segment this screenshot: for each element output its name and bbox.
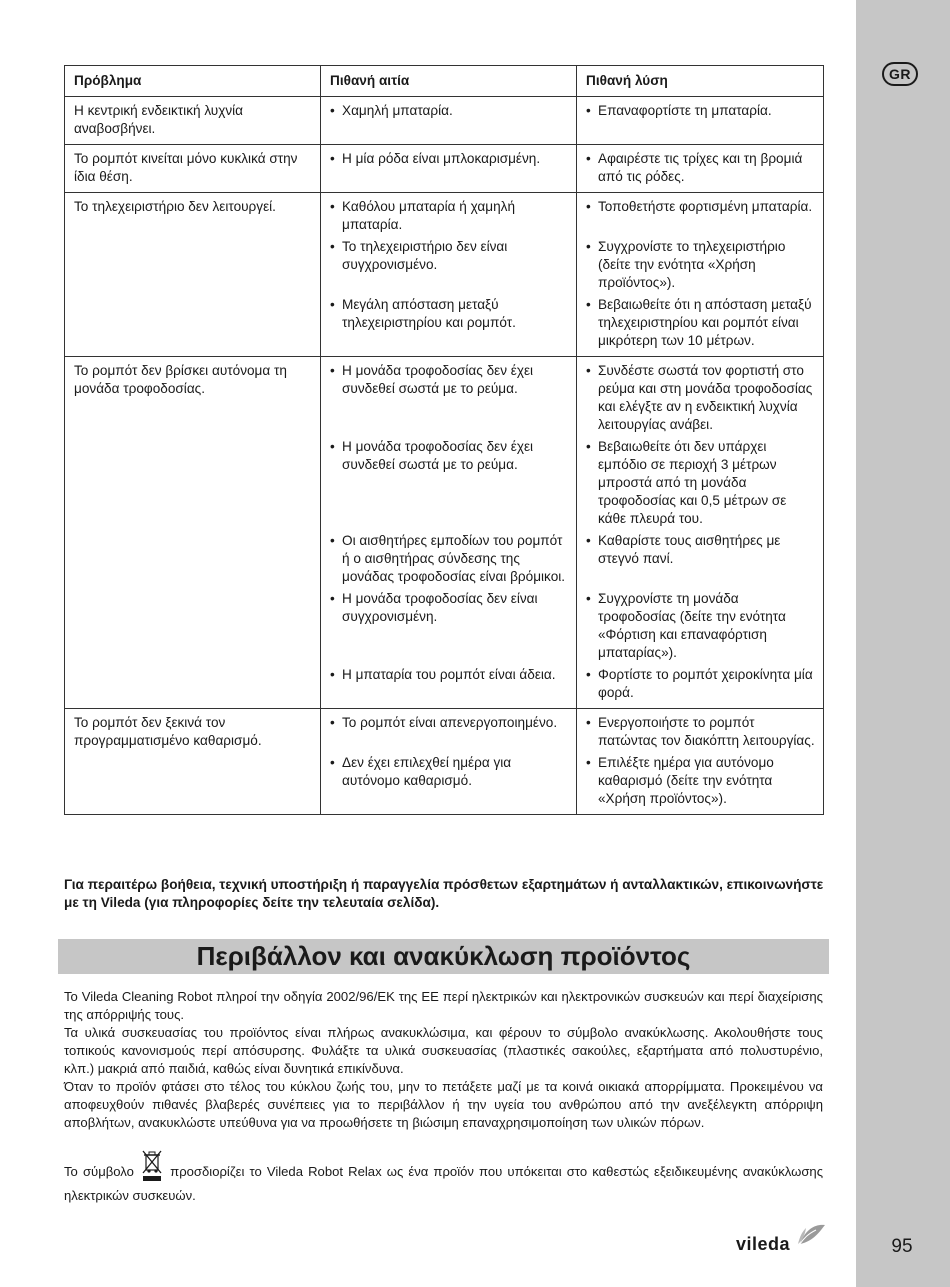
cause-cell	[321, 357, 577, 709]
solution-item: • Συγχρονίστε τη μονάδα τροφοδοσίας (δείτε την ενότητα «Φόρτιση και επαναφόρτιση μπαταρίας»).	[586, 590, 815, 662]
solution-item: • Ενεργοποιήστε το ρομπότ πατώντας τον διακόπτη λειτουργίας.	[586, 714, 815, 750]
cause-cell	[321, 145, 577, 193]
solution-cell	[577, 357, 824, 709]
environment-text	[64, 988, 823, 1132]
solution-item: • Επιλέξτε ημέρα για αυτόνομο καθαρισμό (δείτε την ενότητα «Χρήση προϊόντος»).	[586, 754, 815, 808]
cause-item: • Η μονάδα τροφοδοσίας δεν είναι συγχρονισμένη.	[330, 590, 568, 662]
solution-item: • Αφαιρέστε τις τρίχες και τη βρομιά από τις ρόδες.	[586, 150, 815, 186]
column-header-solution: Πιθανή λύση	[577, 66, 824, 97]
solution-item: • Καθαρίστε τους αισθητήρες με στεγνό πανί.	[586, 532, 815, 586]
paragraph-end-of-life: Όταν το προϊόν φτάσει στο τέλος του κύκλου ζωής του, μην το πετάξετε μαζί με τα κοινά οικιακά απορρίμματα. Προκειμένου να αποφευχθούν πιθανές βλαβερές συνέπειες για το περιβάλλον ή την υγεία του ανθρώπου από την ανεξέλεγκτη απόρριψη αποβλήτων, ανακυκλώστε υπεύθυνα για να προωθήσετε τη βιώσιμη επαναχρησιμοποίηση των υλικών πόρων.	[64, 1079, 823, 1130]
problem-cell: Το ρομπότ δεν βρίσκει αυτόνομα τη μονάδα τροφοδοσίας.	[65, 357, 321, 709]
cause-item: • Η μία ρόδα είναι μπλοκαρισμένη.	[330, 150, 568, 186]
vileda-logo-text: vileda	[736, 1234, 791, 1254]
solution-cell	[577, 193, 824, 357]
troubleshooting-table	[64, 65, 824, 815]
table-row	[65, 97, 824, 145]
solution-item: • Τοποθετήστε φορτισμένη μπαταρία.	[586, 198, 815, 234]
cause-cell	[321, 709, 577, 815]
solution-cell	[577, 709, 824, 815]
table-row	[65, 145, 824, 193]
solution-cell	[577, 145, 824, 193]
cause-cell	[321, 193, 577, 357]
paragraph-packaging: Τα υλικά συσκευασίας του προϊόντος είναι πλήρως ανακυκλώσιμα, και φέρουν το σύμβολο ανακύκλωσης. Ακολουθήστε τους τοπικούς κανονισμούς περί απόσυρσης. Φυλάξτε τα υλικά συσκευασίας (πλαστικές σακούλες, εξαρτήματα από πολυστυρένιο, κλπ.) μακριά από παιδιά, καθώς είναι δυνητικά επικίνδυνα.	[64, 1025, 823, 1076]
paragraph-directive: Το Vileda Cleaning Robot πληροί την οδηγία 2002/96/ΕΚ της ΕΕ περί ηλεκτρικών και ηλεκτρονικών συσκευών και περί διαχείρισης της απόρριψής τους.	[64, 989, 823, 1022]
solution-item: • Βεβαιωθείτε ότι δεν υπάρχει εμπόδιο σε περιοχή 3 μέτρων μπροστά από τη μονάδα τροφοδοσίας και 0,5 μέτρων σε κάθε πλευρά του.	[586, 438, 815, 528]
table-row	[65, 357, 824, 709]
problem-cell: Το τηλεχειριστήριο δεν λειτουργεί.	[65, 193, 321, 357]
page-number: 95	[891, 1236, 913, 1257]
table-row	[65, 193, 824, 357]
cause-item: • Η μπαταρία του ρομπότ είναι άδεια.	[330, 666, 568, 702]
table-body	[65, 97, 824, 815]
cause-item: • Η μονάδα τροφοδοσίας δεν έχει συνδεθεί σωστά με το ρεύμα.	[330, 362, 568, 434]
solution-item: • Φορτίστε το ρομπότ χειροκίνητα μία φορά.	[586, 666, 815, 702]
table-header-row	[65, 66, 824, 97]
vileda-logo	[734, 1222, 830, 1258]
solution-item: • Επαναφορτίστε τη μπαταρία.	[586, 102, 815, 120]
column-header-cause: Πιθανή αιτία	[321, 66, 577, 97]
cause-cell	[321, 97, 577, 145]
solution-item: • Συγχρονίστε το τηλεχειριστήριο (δείτε την ενότητα «Χρήση προϊόντος»).	[586, 238, 815, 292]
cause-item: • Καθόλου μπαταρία ή χαμηλή μπαταρία.	[330, 198, 568, 234]
cause-item: • Μεγάλη απόσταση μεταξύ τηλεχειριστηρίου και ρομπότ.	[330, 296, 568, 350]
cause-item: • Οι αισθητήρες εμποδίων του ρομπότ ή ο αισθητήρας σύνδεσης της μονάδας τροφοδοσίας είναι βρόμικοι.	[330, 532, 568, 586]
cause-item: • Η μονάδα τροφοδοσίας δεν έχει συνδεθεί σωστά με το ρεύμα.	[330, 438, 568, 528]
weee-text-after: προσδιορίζει το Vileda Robot Relax ως ένα προϊόν που υπόκειται στο καθεστώς εξειδικευμένης ανακύκλωσης ηλεκτρικών συσκευών.	[64, 1164, 824, 1203]
problem-cell: Το ρομπότ δεν ξεκινά τον προγραμματισμένο καθαρισμό.	[65, 709, 321, 815]
help-note: Για περαιτέρω βοήθεια, τεχνική υποστήριξη ή παραγγελία πρόσθετων εξαρτημάτων ή ανταλλακτικών, επικοινωνήστε με τη Vileda (για πληροφορίες δείτε την τελευταία σελίδα).	[64, 877, 824, 910]
problem-cell: Το ρομπότ κινείται μόνο κυκλικά στην ίδια θέση.	[65, 145, 321, 193]
cause-item: • Το τηλεχειριστήριο δεν είναι συγχρονισμένο.	[330, 238, 568, 292]
paragraph-weee-symbol	[64, 1148, 823, 1205]
table-row	[65, 709, 824, 815]
cause-item: • Το ρομπότ είναι απενεργοποιημένο.	[330, 714, 568, 750]
section-title: Περιβάλλον και ανακύκλωση προϊόντος	[196, 941, 691, 971]
cause-item: • Δεν έχει επιλεχθεί ημέρα για αυτόνομο καθαρισμό.	[330, 754, 568, 808]
problem-cell: Η κεντρική ενδεικτική λυχνία αναβοσβήνει.	[65, 97, 321, 145]
solution-item: • Συνδέστε σωστά τον φορτιστή στο ρεύμα και στη μονάδα τροφοδοσίας και ελέγξτε αν η ενδεικτική λυχνία λειτουργίας ανάβει.	[586, 362, 815, 434]
solution-cell	[577, 97, 824, 145]
column-header-problem: Πρόβλημα	[65, 66, 321, 97]
cause-item: • Χαμηλή μπαταρία.	[330, 102, 568, 120]
side-tab-bar	[856, 0, 950, 1287]
country-code-badge: GR	[882, 62, 918, 86]
leaf-icon	[796, 1222, 828, 1248]
weee-text-before: Το σύμβολο	[64, 1164, 134, 1179]
crossed-out-wheelie-bin-icon	[141, 1148, 163, 1187]
solution-item: • Βεβαιωθείτε ότι η απόσταση μεταξύ τηλεχειριστηρίου και ρομπότ είναι μικρότερη των 10 μέτρων.	[586, 296, 815, 350]
